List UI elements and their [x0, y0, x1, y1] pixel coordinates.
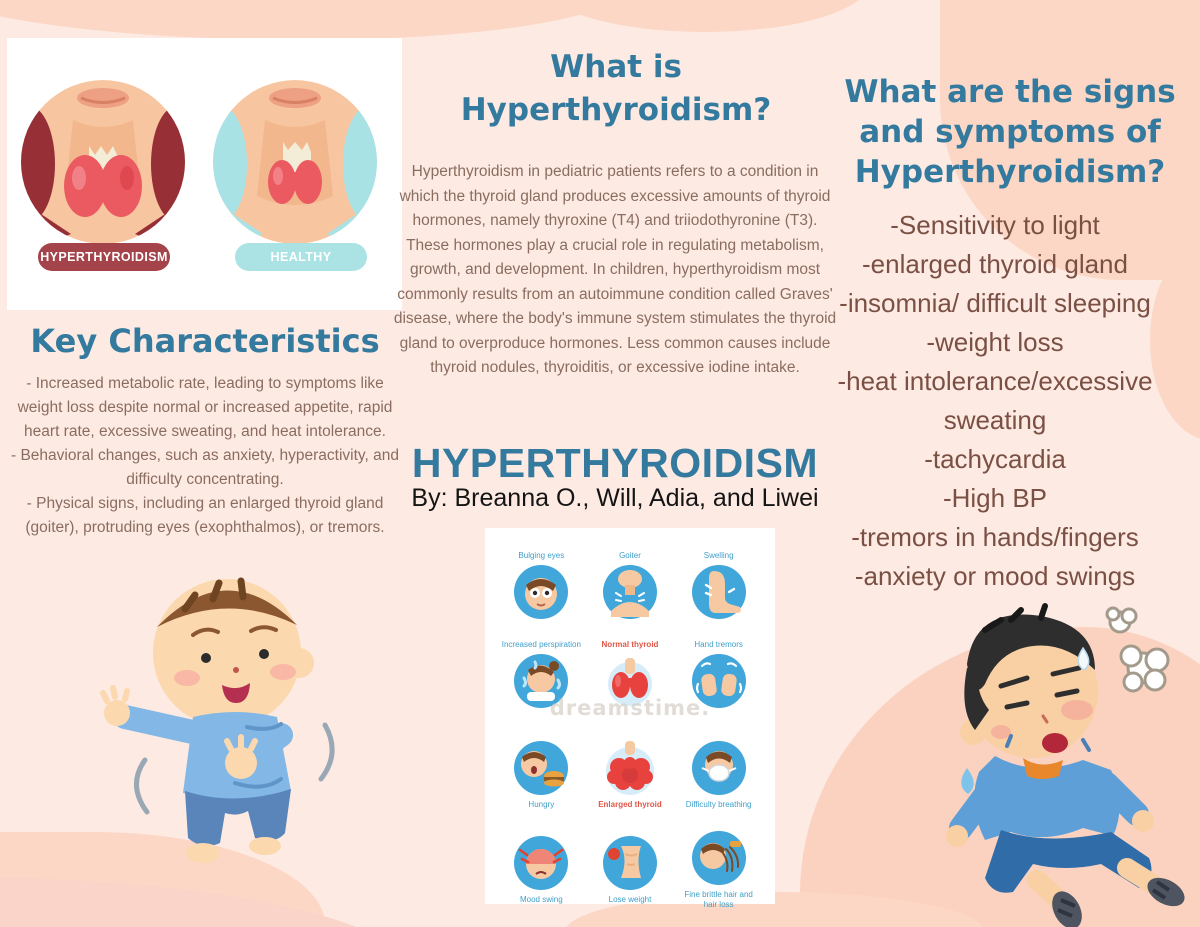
infographic-cell	[587, 834, 673, 904]
watermark: dreamstime.	[549, 696, 711, 720]
key-bullet-1: - Increased metabolic rate, leading to symptoms like weight loss despite normal or increased appetite, rapid heart rate, excessive sweating, and heat intolerance.	[17, 375, 393, 440]
goiter-icon	[601, 563, 659, 621]
byline: By: Breanna O., Will, Adia, and Liwei	[411, 484, 819, 512]
enlarged-thyroid-icon	[601, 739, 659, 797]
symptom-infographic-card	[485, 528, 775, 909]
swelling-icon	[690, 563, 748, 621]
symptom-item: -insomnia/ difficult sleeping	[839, 288, 1151, 318]
cell-label: Fine brittle hair and hair loss	[684, 890, 753, 909]
cell-label: Goiter	[619, 550, 641, 560]
brochure-title: HYPERTHYROIDISM	[411, 440, 819, 486]
hyperthyroidism-label-pill	[38, 243, 170, 271]
cell-label: Lose weight	[608, 894, 652, 904]
cell-label: Hungry	[528, 799, 555, 809]
hair-loss-icon	[690, 829, 748, 887]
cell-label: Bulging eyes	[518, 550, 565, 560]
infographic-cell	[498, 551, 584, 621]
key-characteristics-body	[6, 372, 404, 540]
healthy-label-pill	[235, 243, 367, 271]
toddler-illustration	[85, 565, 365, 875]
cell-label: Swelling	[703, 550, 734, 560]
cell-label: Enlarged thyroid	[598, 799, 662, 809]
key-bullet-2: - Behavioral changes, such as anxiety, hyperactivity, and difficulty concentrating.	[11, 447, 399, 488]
bulging-eyes-icon	[512, 563, 570, 621]
what-is-heading: What is Hyperthyroidism?	[460, 49, 772, 128]
lose-weight-icon	[601, 834, 659, 892]
infographic-cell	[498, 739, 584, 809]
thyroid-comparison-card	[7, 38, 402, 310]
signs-symptoms-heading: What are the signs and symptoms of Hyperthyroidism?	[844, 74, 1176, 190]
infographic-cell	[676, 739, 762, 809]
infographic-cell	[587, 551, 673, 621]
hyper-pill-text: HYPERTHYROIDISM	[40, 250, 168, 264]
healthy-pill-text: HEALTHY	[270, 250, 332, 264]
symptom-item: -weight loss	[926, 327, 1064, 357]
symptom-item: -tachycardia	[924, 444, 1066, 474]
symptom-item: -anxiety or mood swings	[854, 561, 1136, 591]
infographic-cell	[498, 834, 584, 904]
cell-label: Hand tremors	[694, 639, 743, 649]
symptom-item: -Sensitivity to light	[890, 210, 1100, 240]
exhausted-boy-illustration	[915, 590, 1185, 927]
mood-swing-icon	[512, 834, 570, 892]
difficulty-breathing-icon	[690, 739, 748, 797]
infographic-cell	[676, 829, 762, 908]
infographic-cell	[676, 551, 762, 621]
what-is-paragraph: Hyperthyroidism in pediatric patients refers to a condition in which the thyroid gland produces excessive amounts of thyroid hormones, namely thyroxine (T4) and triiodothyronine (T3). These hormones play a crucial role in regulating metabolism, growth, and development. In children, hyperthyroidism most commonly results from an autoimmune condition called Graves' disease, where the body's immune system stimulates the thyroid gland to overproduce hormones. Less common causes include thyroid nodules, thyroiditis, or excessive iodine intake.	[393, 163, 837, 376]
symptom-list	[800, 206, 1190, 596]
symptom-item: -tremors in hands/fingers	[851, 522, 1139, 552]
infographic-cell	[587, 739, 673, 809]
symptom-item: -High BP	[942, 483, 1048, 513]
healthy-neck-icon	[195, 80, 395, 244]
background-blob-top-left	[0, 0, 620, 40]
cell-label: Mood swing	[519, 894, 563, 904]
cell-label: Normal thyroid	[601, 639, 659, 649]
symptom-item: -heat intolerance/excessive sweating	[837, 366, 1153, 435]
hyperthyroid-neck-icon	[7, 80, 203, 244]
hungry-icon	[512, 739, 570, 797]
key-bullet-3: - Physical signs, including an enlarged thyroid gland (goiter), protruding eyes (exophthalmos), or tremors.	[25, 495, 385, 536]
cell-label: Increased perspiration	[501, 639, 581, 649]
symptom-item: -enlarged thyroid gland	[862, 249, 1128, 279]
cell-label: Difficulty breathing	[685, 799, 752, 809]
key-characteristics-heading: Key Characteristics	[30, 322, 380, 360]
background-blob-top-center	[540, 0, 870, 32]
